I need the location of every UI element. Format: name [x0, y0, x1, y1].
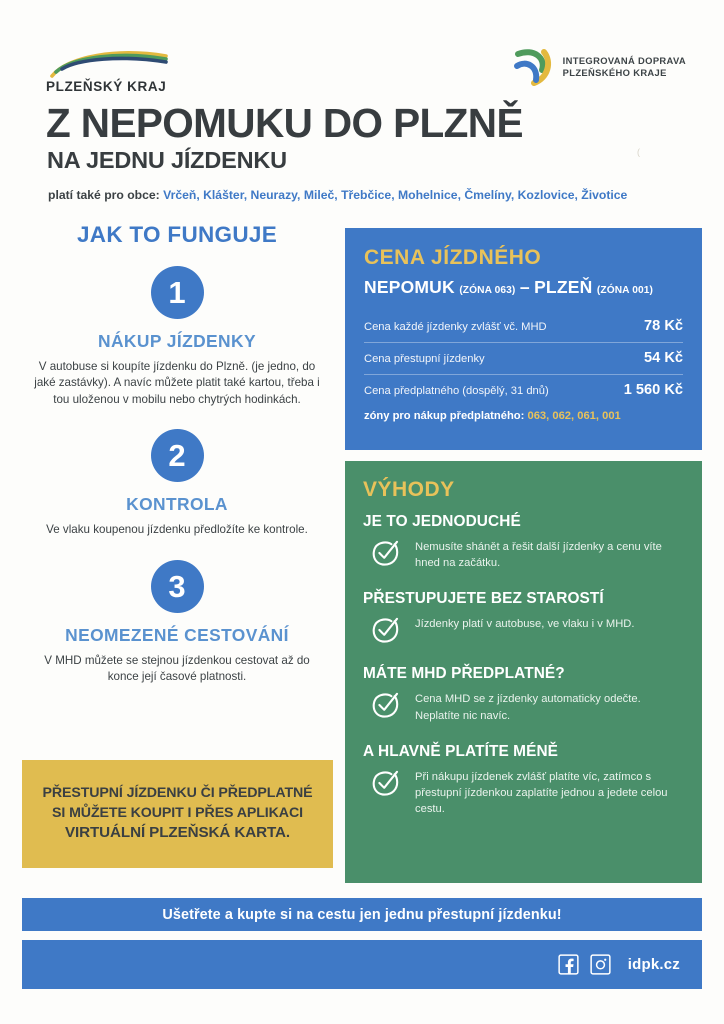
- virtual-card-line-2: SI MŮŽETE KOUPIT I PŘES APLIKACI: [52, 804, 303, 821]
- fare-price-panel: [345, 228, 702, 450]
- advantage-item: [363, 513, 684, 571]
- idpk-logo-text: [563, 55, 686, 79]
- check-circle-icon: [369, 767, 401, 799]
- virtual-card-callout: [22, 760, 333, 868]
- fare-row-value: 78 Kč: [644, 318, 683, 334]
- advantages-panel: [345, 461, 702, 883]
- how-it-works-title: JAK TO FUNGUJE: [76, 222, 278, 247]
- step-item: [24, 266, 330, 408]
- fare-row: [364, 311, 683, 343]
- footer-bar: [22, 940, 702, 989]
- fare-row-value: 1 560 Kč: [623, 382, 683, 398]
- advantage-row: [363, 766, 684, 818]
- advantage-heading: PŘESTUPUJETE BEZ STAROSTÍ: [363, 590, 604, 608]
- poster-header: [46, 46, 686, 216]
- step-title: NEOMEZENÉ CESTOVÁNÍ: [65, 624, 289, 645]
- subscription-zones-values: 063, 062, 061, 001: [527, 410, 621, 422]
- advantage-row: [363, 613, 684, 646]
- step-number-badge: 3: [151, 560, 204, 613]
- municipalities-line: [48, 188, 627, 202]
- plzensky-kraj-logo: [46, 50, 176, 94]
- footer-website-url[interactable]: idpk.cz: [627, 956, 680, 973]
- fare-row: [364, 375, 683, 406]
- step-title: KONTROLA: [126, 494, 228, 515]
- cta-text: Ušetřete a kupte si na cestu jen jednu přestupní jízdenku!: [162, 906, 562, 923]
- advantages-title: VÝHODY: [363, 478, 455, 501]
- advantage-text: Cena MHD se z jízdenky automaticky odečte. Neplatíte nic navíc.: [415, 693, 641, 722]
- plzensky-kraj-arcs-icon: [46, 50, 172, 78]
- advantage-text: Při nákupu jízdenek zvlášť platíte víc, zatímco s přestupní jízdenkou zaplatíte jednou a jedete celou cestu.: [415, 770, 668, 816]
- check-circle-icon: [369, 614, 401, 646]
- idpk-logo-line1: INTEGROVANÁ DOPRAVA: [562, 54, 686, 66]
- advantage-row: [363, 536, 684, 571]
- fare-row-label: Cena předplatného (dospělý, 31 dnů): [364, 385, 549, 397]
- poster-title: Z NEPOMUKU DO PLZNĚ: [46, 100, 523, 146]
- check-circle-icon: [369, 689, 401, 721]
- step-number-badge: 2: [151, 429, 204, 482]
- advantage-row: [363, 688, 684, 723]
- advantage-text: Jízdenky platí v autobuse, ve vlaku i v MHD.: [415, 618, 635, 631]
- step-item: [24, 560, 330, 686]
- route-dash: –: [519, 277, 530, 297]
- fare-row-label: Cena přestupní jízdenky: [364, 353, 485, 365]
- how-it-works-section: [24, 222, 330, 686]
- subscription-zones-line: [364, 410, 683, 422]
- faint-print-mark: (: [637, 147, 640, 157]
- facebook-icon[interactable]: [558, 954, 579, 975]
- idpk-swoosh-icon: [508, 46, 554, 88]
- cta-bar: [22, 898, 702, 931]
- fare-rows: [364, 311, 683, 406]
- fare-row-label: Cena každé jízdenky zvlášť vč. MHD: [364, 321, 547, 333]
- fare-row: [364, 343, 683, 375]
- fare-row-value: 54 Kč: [644, 350, 683, 366]
- plzensky-kraj-logo-text: PLZEŇSKÝ KRAJ: [46, 79, 167, 94]
- route-to-zone: (ZÓNA 001): [596, 285, 653, 296]
- check-circle-icon: [369, 537, 401, 569]
- virtual-card-callout-text: [42, 784, 312, 844]
- route-line: [364, 277, 683, 298]
- instagram-icon[interactable]: [590, 954, 611, 975]
- advantage-heading: MÁTE MHD PŘEDPLATNÉ?: [363, 665, 565, 683]
- step-number-badge: 1: [151, 266, 204, 319]
- step-title: NÁKUP JÍZDENKY: [98, 331, 256, 351]
- subscription-zones-label: zóny pro nákup předplatného:: [364, 410, 525, 422]
- advantage-item: [363, 590, 684, 646]
- step-body: Ve vlaku koupenou jízdenku předložíte ke kontrole.: [46, 523, 308, 537]
- advantage-heading: A HLAVNĚ PLATÍTE MÉNĚ: [363, 742, 559, 760]
- advantage-item: [363, 743, 684, 818]
- idpk-logo: [508, 46, 686, 88]
- poster-subtitle: NA JEDNU JÍZDENKU: [47, 147, 287, 173]
- fare-price-title: CENA JÍZDNÉHO: [364, 246, 542, 269]
- idpk-logo-line2: PLZEŇSKÉHO KRAJE: [562, 67, 667, 78]
- advantage-heading: JE TO JEDNODUCHÉ: [363, 513, 521, 530]
- step-item: [24, 429, 330, 538]
- municipalities-list: Vrčeň, Klášter, Neurazy, Mileč, Třebčice, Mohelnice, Čmelíny, Kozlovice, Životice: [163, 188, 628, 202]
- advantage-text: Nemusíte shánět a řešit další jízdenky a cenu víte hned na začátku.: [415, 541, 662, 570]
- route-from-zone: (ZÓNA 063): [459, 285, 516, 296]
- virtual-card-line-3: VIRTUÁLNÍ PLZEŇSKÁ KARTA.: [64, 824, 290, 842]
- route-to-city: PLZEŇ: [534, 277, 593, 297]
- step-body: V MHD můžete se stejnou jízdenkou cestovat až do konce její časové platnosti.: [44, 653, 310, 684]
- route-from-city: NEPOMUK: [364, 277, 455, 297]
- advantage-item: [363, 665, 684, 723]
- virtual-card-line-1: PŘESTUPNÍ JÍZDENKU ČI PŘEDPLATNÉ: [42, 784, 313, 801]
- step-body: V autobuse si koupíte jízdenku do Plzně. (je jedno, do jaké zastávky). A navíc můžete platit také kartou, třeba i tou uloženou v mobilu nebo chytrých hodinkách.: [34, 360, 320, 406]
- municipalities-label: platí také pro obce:: [48, 188, 160, 202]
